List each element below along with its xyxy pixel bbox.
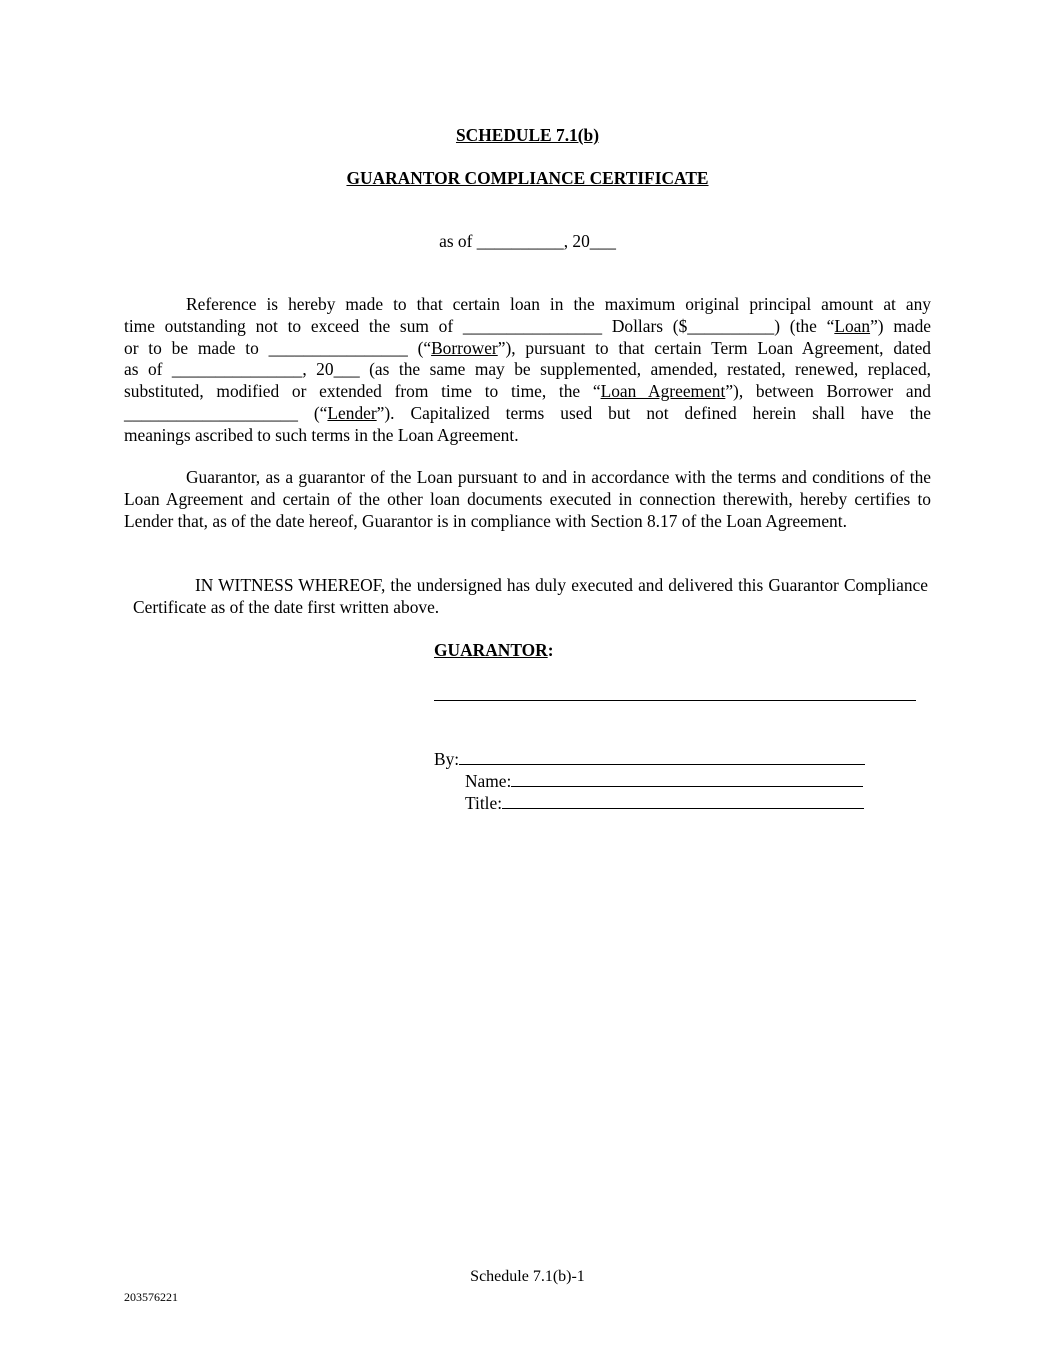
by-blank-line[interactable] <box>459 749 865 765</box>
guarantor-label-text: GUARANTOR <box>434 640 548 660</box>
para1-line5-start: substituted, modified or extended from time to time, the “ <box>124 381 601 402</box>
para1-line4: as of _______________, 20___ (as the same may be supplemented, amended, restated, renewed, replaced, <box>124 359 931 380</box>
page-footer: Schedule 7.1(b)-1 <box>470 1268 585 1285</box>
compliance-text: Guarantor, as a guarantor of the Loan pursuant to and in accordance with the terms and conditions of the Loan Agreement and certain of the other loan documents executed in connection therewith, hereby certifies to Lender that, as of the date hereof, Guarantor is in compliance with Section 8.17 of the Loan Agreement. <box>124 467 931 531</box>
guarantor-label-colon: : <box>547 640 554 660</box>
defined-term-loan: Loan <box>834 315 871 336</box>
defined-term-borrower: Borrower <box>431 337 498 358</box>
reference-paragraph <box>124 294 931 447</box>
by-field[interactable] <box>434 749 865 771</box>
guarantor-signature-line[interactable] <box>434 700 916 701</box>
compliance-paragraph <box>124 467 931 532</box>
witness-text: IN WITNESS WHEREOF, the undersigned has duly executed and delivered this Guarantor Compliance Certificate as of the date first written above. <box>133 575 928 617</box>
title-label: Title: <box>465 793 503 813</box>
document-number: 203576221 <box>124 1290 178 1304</box>
defined-term-loan-agreement: Loan Agreement <box>600 381 726 402</box>
name-blank-line[interactable] <box>511 771 863 787</box>
para1-line1: Reference is hereby made to that certain loan in the maximum original principal amount at any <box>186 294 931 314</box>
para1-line6-end: ”). Capitalized terms used but not defined herein shall have the <box>376 402 931 423</box>
title-field[interactable] <box>465 793 864 815</box>
as-of-date-line: as of __________, 20___ <box>439 231 616 251</box>
title-blank-line[interactable] <box>502 793 864 809</box>
guarantor-label <box>434 640 554 661</box>
schedule-title: SCHEDULE 7.1(b) <box>455 125 599 145</box>
para1-line2-start: time outstanding not to exceed the sum of ________________ Dollars ($__________) (the “ <box>124 315 835 336</box>
para1-line2-end: ”) made <box>870 315 931 336</box>
para1-line3-end: ”), pursuant to that certain Term Loan Agreement, dated <box>497 337 931 358</box>
para1-line3-start: or to be made to ________________ (“ <box>124 337 432 358</box>
name-label: Name: <box>465 771 512 791</box>
witness-paragraph <box>133 575 928 619</box>
para1-line5-end: ”), between Borrower and <box>725 381 931 402</box>
para1-line7: meanings ascribed to such terms in the Loan Agreement. <box>124 424 519 445</box>
by-label: By: <box>434 749 460 769</box>
para1-line6-start: ____________________ (“ <box>124 402 328 423</box>
name-field[interactable] <box>465 771 863 793</box>
defined-term-lender: Lender <box>327 402 377 423</box>
certificate-title: GUARANTOR COMPLIANCE CERTIFICATE <box>346 168 709 188</box>
